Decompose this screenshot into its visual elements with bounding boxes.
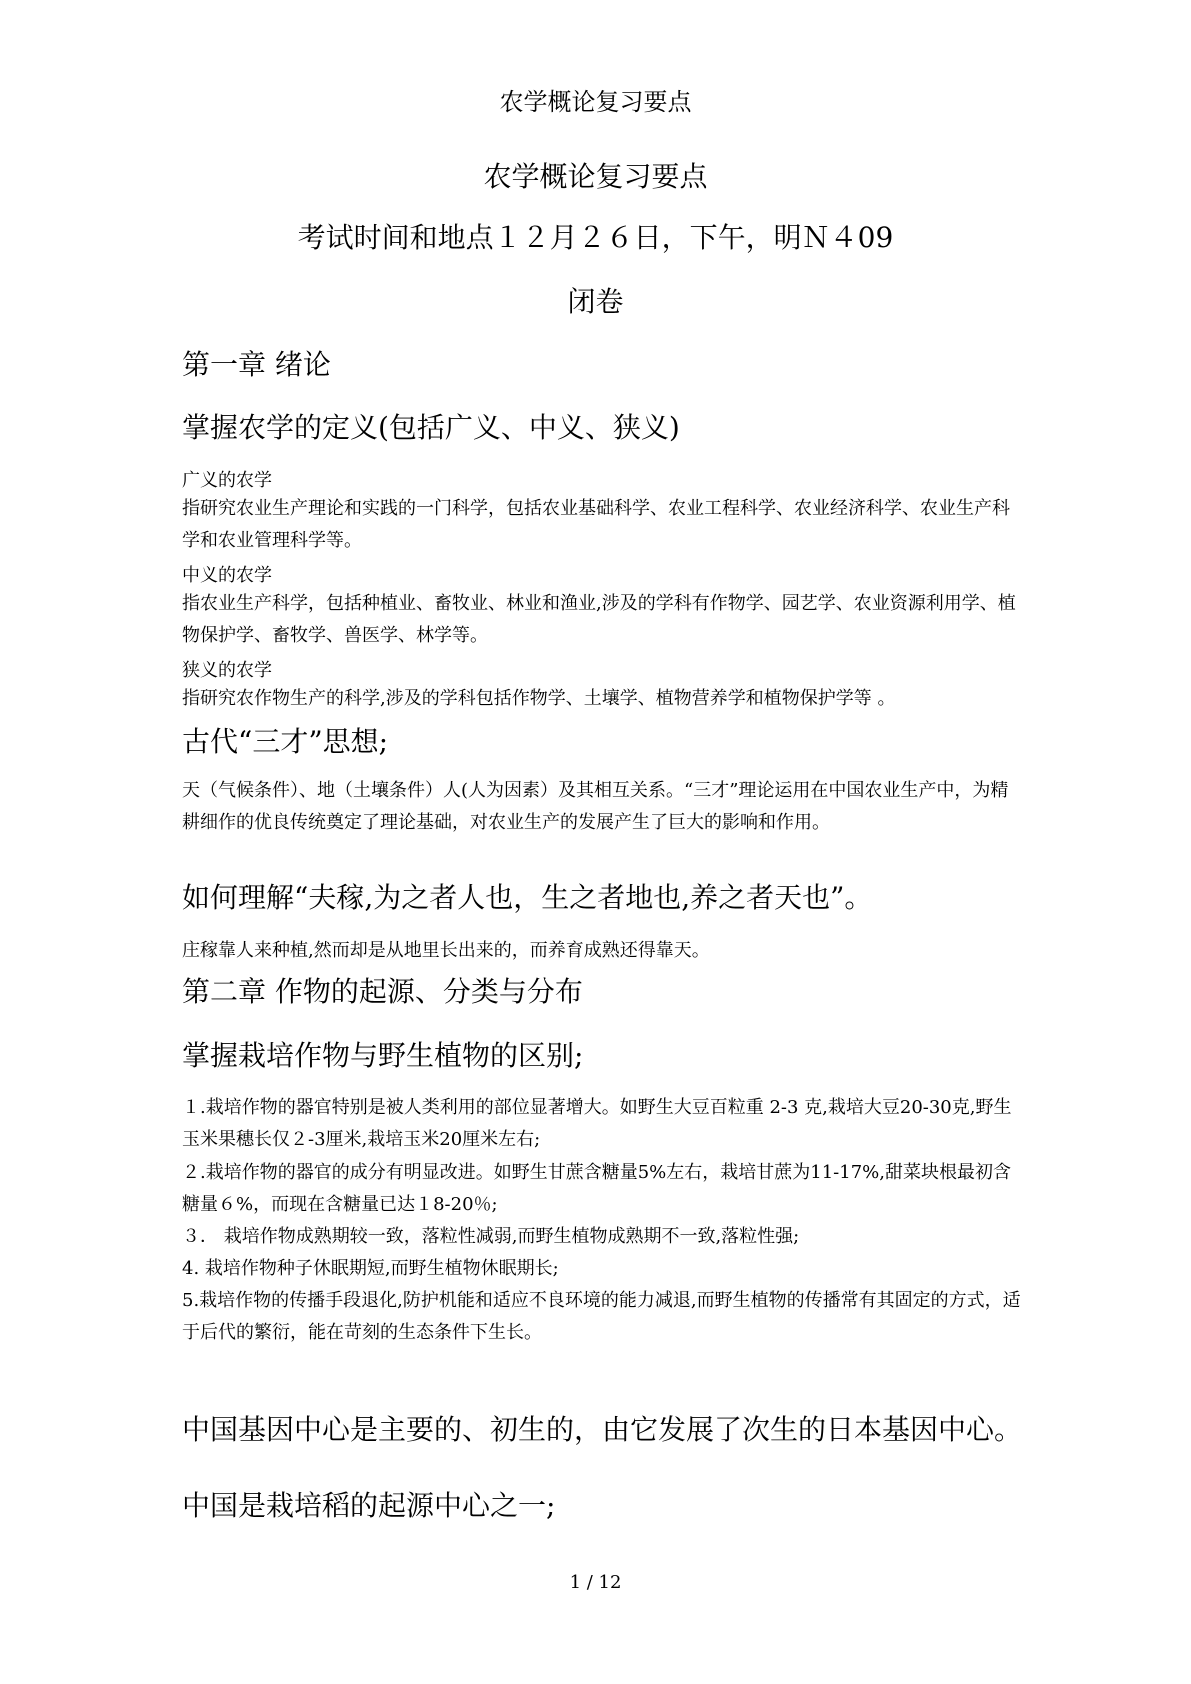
sancai-heading: 古代“三才”思想; bbox=[182, 725, 389, 758]
page-number: 1 / 12 bbox=[569, 1572, 622, 1593]
sancai-text: 天（气候条件）、地（土壤条件）人(人为因素）及其相互关系。“三才”理论运用在中国农业生产中，为精耕细作的优良传统奠定了理论基础，对农业生产的发展产生了巨大的影响和作用。 bbox=[182, 780, 1009, 833]
chapter-1-title: 第一章 绪论 bbox=[182, 348, 331, 381]
quote-heading: 如何理解“夫稼,为之者人也，生之者地也,养之者天也”。 bbox=[182, 881, 873, 914]
narrow-label: 狭义的农学 bbox=[182, 660, 272, 681]
list-item: ２.栽培作物的器官的成分有明显改进。如野生甘蔗含糖量5%左右，栽培甘蔗为11-17%,甜菜块根最初含糖量６%，而现在含糖量已达１8-20％; bbox=[182, 1162, 1011, 1215]
quote-text: 庄稼靠人来种植,然而却是从地里长出来的，而养育成熟还得靠天。 bbox=[182, 940, 710, 961]
difference-heading: 掌握栽培作物与野生植物的区别; bbox=[182, 1039, 584, 1072]
chapter-2-title: 第二章 作物的起源、分类与分布 bbox=[182, 975, 583, 1008]
document-title: 农学概论复习要点 bbox=[483, 160, 708, 193]
exam-info: 考试时间和地点１２月２６日，下午，明Ｎ４09 bbox=[297, 221, 894, 254]
broad-text: 指研究农业生产理论和实践的一门科学，包括农业基础科学、农业工程科学、农业经济科学、农业生产科学和农业管理科学等。 bbox=[182, 498, 1010, 551]
rice-origin-statement: 中国是栽培稻的起源中心之一; bbox=[182, 1489, 556, 1522]
middle-label: 中义的农学 bbox=[182, 565, 272, 586]
middle-text: 指农业生产科学，包括种植业、畜牧业、林业和渔业,涉及的学科有作物学、园艺学、农业资源利用学、植物保护学、畜牧学、兽医学、林学等。 bbox=[182, 593, 1016, 646]
definition-heading: 掌握农学的定义(包括广义、中义、狭义) bbox=[182, 411, 680, 444]
running-header: 农学概论复习要点 bbox=[499, 88, 692, 116]
gene-center-statement: 中国基因中心是主要的、初生的，由它发展了次生的日本基因中心。 bbox=[182, 1413, 1023, 1446]
exam-type: 闭卷 bbox=[567, 285, 624, 318]
list-item: ３． 栽培作物成熟期较一致，落粒性减弱,而野生植物成熟期不一致,落粒性强; bbox=[182, 1226, 800, 1247]
narrow-text: 指研究农作物生产的科学,涉及的学科包括作物学、土壤学、植物营养学和植物保护学等 。 bbox=[182, 688, 896, 709]
broad-label: 广义的农学 bbox=[182, 470, 272, 491]
list-item: 5.栽培作物的传播手段退化,防护机能和适应不良环境的能力减退,而野生植物的传播常有其固定的方式，适于后代的繁衍，能在苛刻的生态条件下生长。 bbox=[182, 1290, 1021, 1343]
list-item: 4. 栽培作物种子休眠期短,而野生植物休眠期长; bbox=[182, 1258, 559, 1279]
list-item: １.栽培作物的器官特别是被人类利用的部位显著增大。如野生大豆百粒重 2-3 克,栽培大豆20-30克,野生玉米果穗长仅２-3厘米,栽培玉米20厘米左右; bbox=[182, 1097, 1012, 1150]
